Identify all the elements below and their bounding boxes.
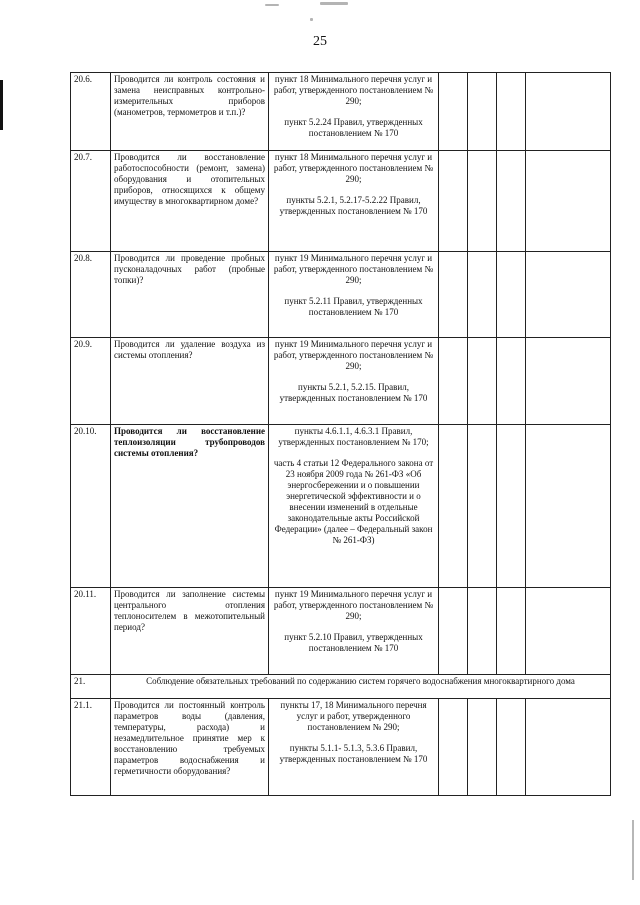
answer-cell[interactable] [439,425,468,588]
answer-cell[interactable] [497,338,526,425]
row-references [269,338,439,425]
table-row [71,338,611,425]
row-question: Проводится ли восстановление работоспособности (ремонт, замена) оборудования и отопительных приборов, относящихся к общему имуществу в многоквартирном доме? [111,151,269,252]
row-question: Проводится ли проведение пробных пусконаладочных работ (пробные топки)? [111,252,269,338]
answer-cell[interactable] [497,699,526,796]
reference-text: пункт 5.2.10 Правил, утвержденных постановлением № 170 [284,632,423,653]
answer-cell[interactable] [439,151,468,252]
answer-cell[interactable] [439,73,468,151]
comment-cell[interactable] [526,73,611,151]
reference-text: пункты 17, 18 Минимального перечня услуг и работ, утвержденного постановлением № 290; [280,700,427,732]
row-references [269,588,439,675]
answer-cell[interactable] [439,338,468,425]
answer-cell[interactable] [497,151,526,252]
binding-mark [0,80,3,130]
row-question: Проводится ли заполнение системы центрального отопления теплоносителем в межотопительный период? [111,588,269,675]
table-row [71,73,611,151]
row-number: 20.11. [71,588,111,675]
answer-cell[interactable] [497,425,526,588]
row-references [269,425,439,588]
answer-cell[interactable] [439,588,468,675]
row-references [269,73,439,151]
reference-text: пункт 19 Минимального перечня услуг и работ, утвержденного постановлением № 290; [273,253,434,285]
section-title: Соблюдение обязательных требований по содержанию систем горячего водоснабжения многоквартирного дома [111,675,611,699]
reference-text: часть 4 статьи 12 Федерального закона от 23 ноября 2009 года № 261-ФЗ «Об энергосбережении и о повышении энергетической эффективности и о внесении изменений в отдельные законодательные акты Российской Федерации» (далее – Федеральный закон № 261-ФЗ) [273,458,434,545]
section-number: 21. [71,675,111,699]
row-question: Проводится ли контроль состояния и замена неисправных контрольно-измерительных приборов (манометров, термометров и т.п.)? [111,73,269,151]
answer-cell[interactable] [468,151,497,252]
edge-mark [632,820,634,880]
page-number: 25 [313,34,327,49]
reference-text: пункты 5.1.1- 5.1.3, 5.3.6 Правил, утвержденных постановлением № 170 [279,743,428,764]
row-number: 20.6. [71,73,111,151]
comment-cell[interactable] [526,151,611,252]
reference-text: пункты 5.2.1, 5.2.17-5.2.22 Правил, утвержденных постановлением № 170 [279,195,428,216]
table-row [71,588,611,675]
scan-speck [265,4,279,6]
comment-cell[interactable] [526,699,611,796]
checklist-table [70,72,611,796]
answer-cell[interactable] [468,425,497,588]
comment-cell[interactable] [526,338,611,425]
row-question: Проводится ли удаление воздуха из системы отопления? [111,338,269,425]
answer-cell[interactable] [468,73,497,151]
answer-cell[interactable] [497,73,526,151]
answer-cell[interactable] [468,338,497,425]
row-question: Проводится ли восстановление теплоизоляции трубопроводов системы отопления? [111,425,269,588]
section-row [71,675,611,699]
row-number: 21.1. [71,699,111,796]
answer-cell[interactable] [468,588,497,675]
row-number: 20.8. [71,252,111,338]
reference-text: пункт 19 Минимального перечня услуг и работ, утвержденного постановлением № 290; [273,589,434,621]
answer-cell[interactable] [497,588,526,675]
reference-text: пункт 18 Минимального перечня услуг и работ, утвержденного постановлением № 290; [273,74,434,106]
answer-cell[interactable] [468,699,497,796]
answer-cell[interactable] [497,252,526,338]
reference-text: пункт 19 Минимального перечня услуг и работ, утвержденного постановлением № 290; [273,339,434,371]
scan-speck [310,18,313,21]
table-row [71,425,611,588]
table-row [71,699,611,796]
comment-cell[interactable] [526,588,611,675]
row-references [269,151,439,252]
reference-text: пункт 5.2.11 Правил, утвержденных постановлением № 170 [284,296,423,317]
row-references [269,699,439,796]
row-question: Проводится ли постоянный контроль параметров воды (давления, температуры, расхода) и незамедлительное принятие мер к восстановлению требуемых параметров водоснабжения и герметичности оборудования? [111,699,269,796]
comment-cell[interactable] [526,425,611,588]
reference-text: пункт 5.2.24 Правил, утвержденных постановлением № 170 [284,117,423,138]
answer-cell[interactable] [468,252,497,338]
table-row [71,151,611,252]
answer-cell[interactable] [439,699,468,796]
comment-cell[interactable] [526,252,611,338]
row-number: 20.10. [71,425,111,588]
scan-speck [320,2,348,5]
reference-text: пункт 18 Минимального перечня услуг и работ, утвержденного постановлением № 290; [273,152,434,184]
row-references [269,252,439,338]
reference-text: пункты 5.2.1, 5.2.15. Правил, утвержденных постановлением № 170 [279,382,428,403]
reference-text: пункты 4.6.1.1, 4.6.3.1 Правил, утвержденных постановлением № 170; [278,426,429,447]
row-number: 20.9. [71,338,111,425]
row-number: 20.7. [71,151,111,252]
table-row [71,252,611,338]
answer-cell[interactable] [439,252,468,338]
